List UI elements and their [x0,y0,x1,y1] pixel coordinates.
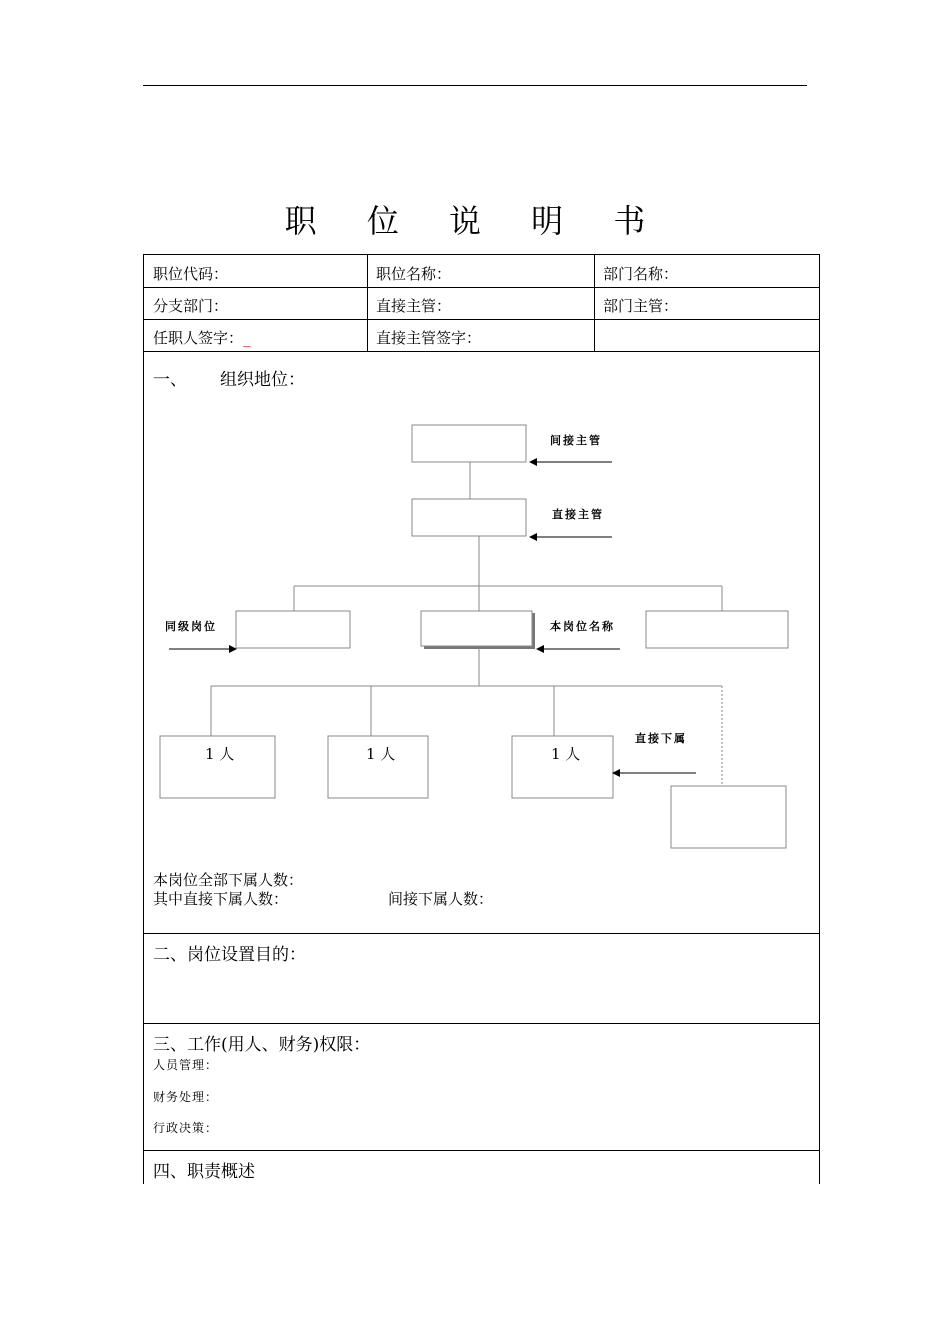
authority-personnel: 人员管理： [153,1058,219,1072]
org-chart [143,254,820,874]
section1-number: 一、 [153,370,187,390]
direct-subordinates-label: 其中直接下属人数： [153,890,289,908]
authority-administration: 行政决策： [153,1121,219,1135]
label-indirect-supervisor: 间接主管 [550,434,602,447]
peer-position-box-right [646,611,788,648]
label-direct-supervisor: 直接主管 [552,508,604,521]
section4-heading: 四、职责概述 [153,1162,255,1182]
total-subordinates-label: 本岗位全部下属人数： [153,871,304,889]
subordinate-count: 1 人 [366,745,396,763]
field-branch-department: 分支部门： [153,297,229,315]
label-direct-subordinate: 直接下属 [635,732,687,745]
field-direct-supervisor: 直接主管： [376,297,452,315]
indirect-subordinates-label: 间接下属人数： [388,890,494,908]
direct-supervisor-box [412,499,526,536]
job-description-form [143,254,820,1184]
header-rule [143,85,807,86]
subordinate-box-extra [671,786,786,848]
label-this-position: 本岗位名称 [550,620,615,633]
field-position-name: 职位名称： [376,265,452,283]
section-divider [143,1023,820,1024]
label-peer-position: 同级岗位 [165,620,217,633]
section2-heading: 二、岗位设置目的： [153,945,306,965]
section-divider [143,1150,820,1151]
field-department-name: 部门名称： [603,265,679,283]
this-position-box [421,611,532,646]
section-divider [143,933,820,934]
peer-position-box [236,611,350,648]
subordinate-count: 1 人 [551,745,581,763]
field-department-head: 部门主管： [603,297,679,315]
signature-mark: _ [243,329,251,347]
subordinate-count: 1 人 [205,745,235,763]
field-supervisor-signature: 直接主管签字： [376,329,482,347]
section3-heading: 三、工作(用人、财务)权限： [153,1035,371,1055]
indirect-supervisor-box [412,425,526,462]
field-holder-signature-label: 任职人签字： [153,329,244,347]
field-position-code: 职位代码： [153,265,229,283]
authority-finance: 财务处理： [153,1090,219,1104]
page-title: 职 位 说 明 书 [284,202,666,240]
section1-heading: 组织地位： [220,370,305,390]
